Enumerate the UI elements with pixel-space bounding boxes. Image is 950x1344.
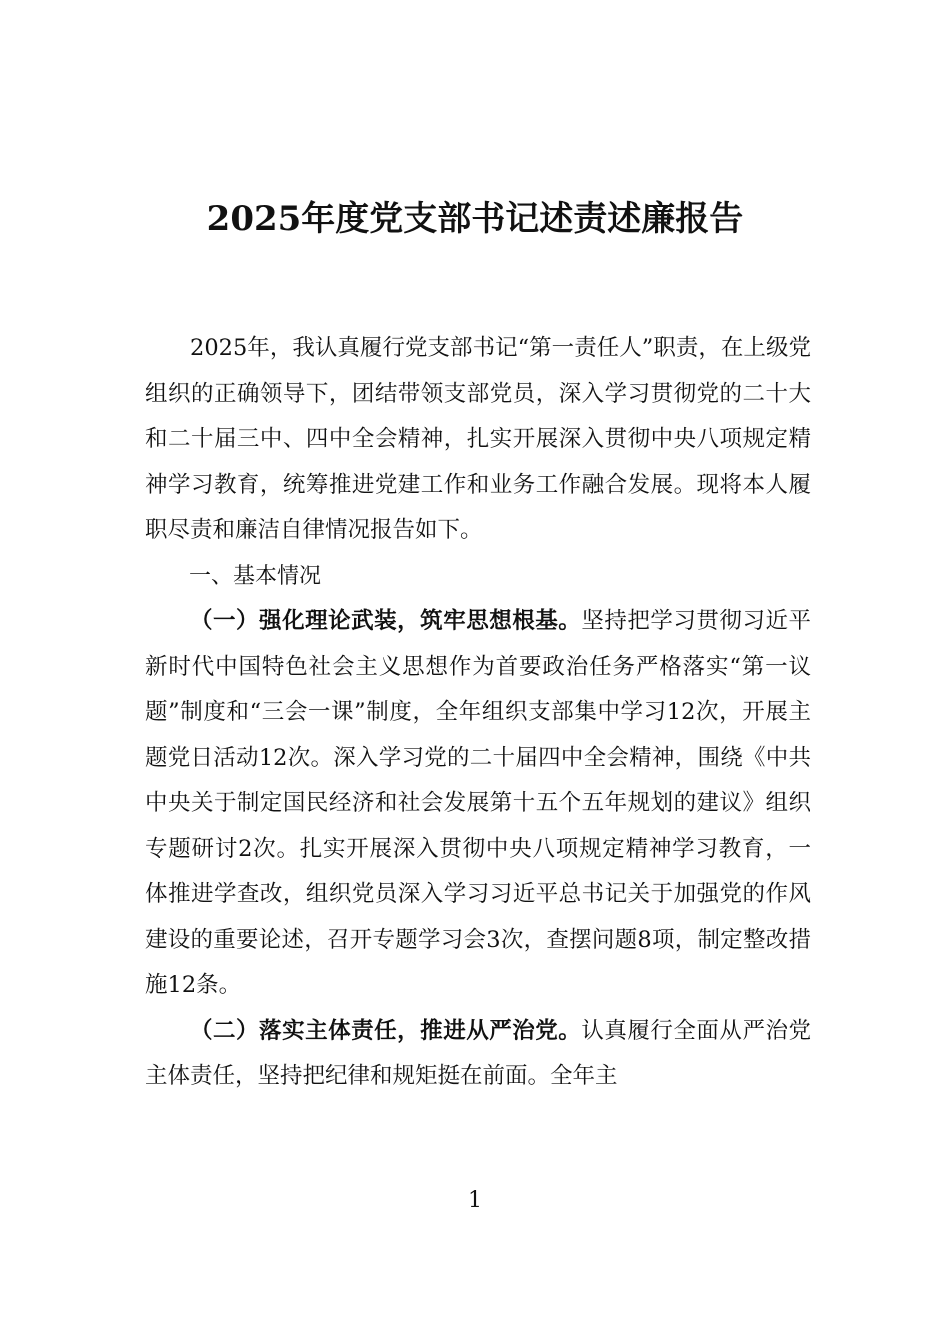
paragraph-lead-in: （二）落实主体责任，推进从严治党。 — [190, 1017, 582, 1044]
paragraph-main-responsibility — [145, 1009, 811, 1100]
section-heading-basic-situation: 一、基本情况 — [189, 563, 322, 589]
document-title: 2025年度党支部书记述责述廉报告 — [206, 199, 744, 239]
paragraph-lead-in: （一）强化理论武装，筑牢思想根基。 — [190, 608, 582, 634]
paragraph-body: 坚持把学习贯彻习近平新时代中国特色社会主义思想作为首要政治任务严格落实“第一议题”制度和“三会一课”制度，全年组织支部集中学习12次，开展主题党日活动12次。深入学习党的二十届四中全会精神，围绕《中共中央关于制定国民经济和社会发展第十五个五年规划的建议》组织专题研讨2次。扎实开展深入贯彻中央八项规定精神学习教育，一体推进学查改，组织党员深入学习习近平总书记关于加强党的作风建设的重要论述，召开专题学习会3次，查摆问题8项，制定整改措施12条。 — [145, 608, 811, 998]
paragraph-body: 认真履行全面从严治党主体责任，坚持把纪律和规矩挺在前面。全年主 — [145, 1017, 811, 1089]
paragraph-theory-study — [145, 599, 811, 1009]
page-number: 1 — [468, 1188, 482, 1213]
document-body — [145, 326, 811, 1100]
intro-paragraph: 2025年，我认真履行党支部书记“第一责任人”职责，在上级党组织的正确领导下，团结带领支部党员，深入学习贯彻党的二十大和二十届三中、四中全会精神，扎实开展深入贯彻中央八项规定精神学习教育，统筹推进党建工作和业务工作融合发展。现将本人履职尽责和廉洁自律情况报告如下。 — [145, 335, 811, 543]
